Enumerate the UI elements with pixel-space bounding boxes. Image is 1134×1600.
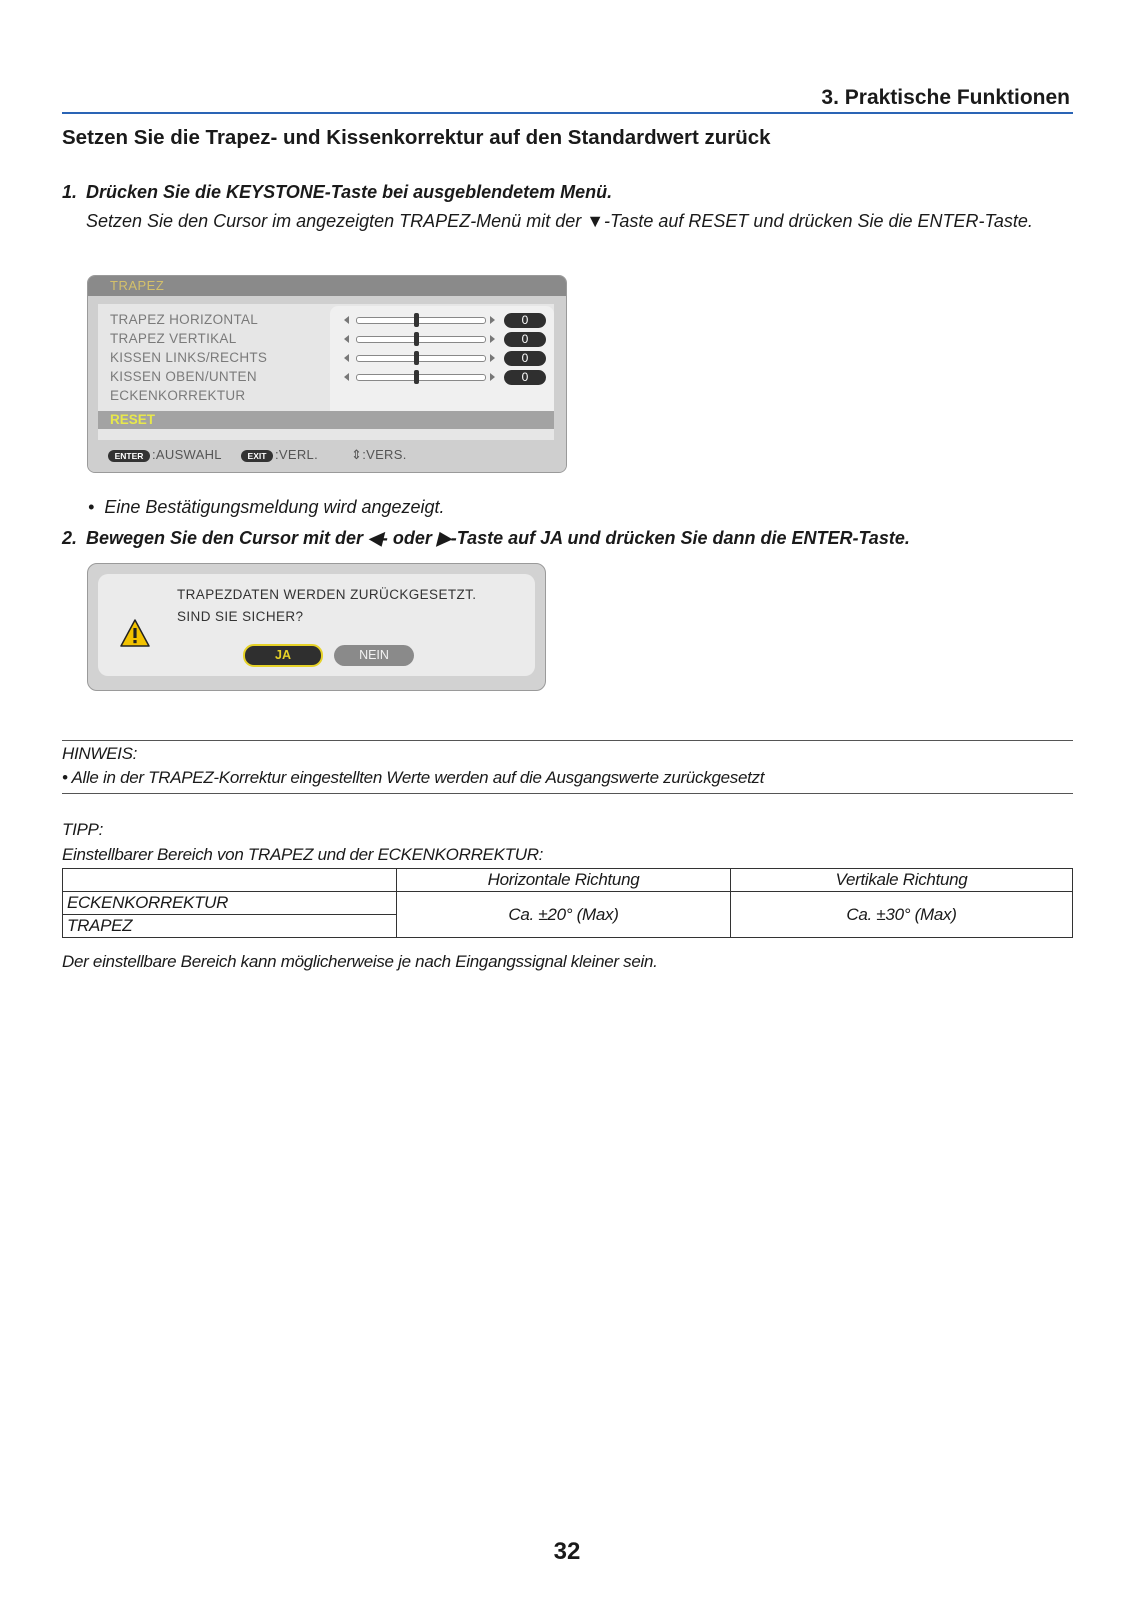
step-number: 2. bbox=[62, 528, 78, 548]
osd-item-kissen-oben-unten[interactable]: KISSEN OBEN/UNTEN bbox=[110, 369, 257, 384]
table-cell-horizontal-range: Ca. ±20° (Max) bbox=[397, 892, 731, 938]
table-header-horizontal: Horizontale Richtung bbox=[397, 869, 731, 892]
step-1 bbox=[62, 182, 1062, 206]
slider-track bbox=[356, 336, 486, 343]
bullet-dot: • bbox=[88, 497, 105, 517]
table-header-cell bbox=[63, 869, 397, 892]
keystone-osd-menu bbox=[87, 275, 567, 473]
note-bottom-divider bbox=[62, 793, 1073, 794]
table-row bbox=[63, 892, 1073, 915]
slider-kissen-links-rechts[interactable] bbox=[344, 351, 544, 365]
slider-value: 0 bbox=[504, 332, 546, 347]
osd-title: TRAPEZ bbox=[110, 278, 165, 293]
slider-value: 0 bbox=[504, 313, 546, 328]
slider-knob[interactable] bbox=[414, 332, 419, 346]
tip-intro: Einstellbarer Bereich von TRAPEZ und der ECKENKORREKTUR: bbox=[62, 845, 544, 864]
table-header-row bbox=[63, 869, 1073, 892]
osd-item-eckenkorrektur[interactable]: ECKENKORREKTUR bbox=[110, 388, 246, 403]
table-header-vertical: Vertikale Richtung bbox=[731, 869, 1073, 892]
osd-footer bbox=[88, 444, 566, 472]
table-row-label-eckenkorrektur: ECKENKORREKTUR bbox=[63, 892, 397, 915]
enter-key-icon: ENTER bbox=[108, 450, 150, 462]
tip-label: TIPP: bbox=[62, 820, 104, 839]
bullet-confirmation bbox=[88, 497, 445, 518]
slider-knob[interactable] bbox=[414, 351, 419, 365]
step-2 bbox=[62, 528, 1112, 552]
osd-item-trapez-vertikal[interactable]: TRAPEZ VERTIKAL bbox=[110, 331, 237, 346]
step-title: Bewegen Sie den Cursor mit der ◀- oder ▶-Taste auf JA und drücken Sie dann die ENTER-Taste. bbox=[86, 528, 910, 548]
chapter-title: 3. Praktische Funktionen bbox=[821, 86, 1070, 109]
slider-knob[interactable] bbox=[414, 313, 419, 327]
footer-select-label: :AUSWAHL bbox=[152, 447, 222, 462]
arrow-left-icon bbox=[344, 373, 349, 381]
step-number: 1. bbox=[62, 182, 78, 202]
page-number: 32 bbox=[553, 1538, 581, 1565]
slider-trapez-vertikal[interactable] bbox=[344, 332, 544, 346]
exit-key-icon: EXIT bbox=[241, 450, 273, 462]
yes-button[interactable]: JA bbox=[243, 644, 323, 667]
footer-exit-label: :VERL. bbox=[275, 447, 318, 462]
section-title: Setzen Sie die Trapez- und Kissenkorrektur auf den Standardwert zurück bbox=[62, 126, 771, 149]
osd-item-kissen-links-rechts[interactable]: KISSEN LINKS/RECHTS bbox=[110, 350, 268, 365]
slider-trapez-horizontal[interactable] bbox=[344, 313, 544, 327]
table-cell-vertical-range: Ca. ±30° (Max) bbox=[731, 892, 1073, 938]
step-title: Drücken Sie die KEYSTONE-Taste bei ausgeblendetem Menü. bbox=[86, 182, 613, 202]
arrow-right-icon bbox=[490, 354, 495, 362]
arrow-right-icon bbox=[490, 373, 495, 381]
warning-icon bbox=[120, 619, 150, 647]
osd-item-trapez-horizontal[interactable]: TRAPEZ HORIZONTAL bbox=[110, 312, 259, 327]
slider-track bbox=[356, 355, 486, 362]
note-label: HINWEIS: bbox=[62, 744, 138, 763]
confirmation-dialog bbox=[87, 563, 546, 691]
slider-value: 0 bbox=[504, 370, 546, 385]
table-row-label-trapez: TRAPEZ bbox=[63, 915, 397, 938]
slider-track bbox=[356, 317, 486, 324]
dialog-body bbox=[98, 574, 535, 676]
no-button[interactable]: NEIN bbox=[334, 645, 414, 666]
arrow-right-icon bbox=[490, 316, 495, 324]
slider-value: 0 bbox=[504, 351, 546, 366]
osd-selection-highlight bbox=[98, 411, 554, 429]
osd-item-reset[interactable]: RESET bbox=[110, 412, 156, 427]
bullet-text: Eine Bestätigungsmeldung wird angezeigt. bbox=[104, 497, 445, 517]
arrow-left-icon bbox=[344, 316, 349, 324]
slider-knob[interactable] bbox=[414, 370, 419, 384]
dialog-message-line2: SIND SIE SICHER? bbox=[177, 609, 304, 624]
note-top-divider bbox=[62, 740, 1073, 741]
header-divider bbox=[62, 112, 1073, 114]
osd-title-bar bbox=[88, 276, 566, 296]
tip-footnote: Der einstellbare Bereich kann möglicherweise je nach Eingangssignal kleiner sein. bbox=[62, 952, 658, 971]
footer-move-label: ⇕:VERS. bbox=[351, 447, 407, 462]
arrow-left-icon bbox=[344, 335, 349, 343]
dialog-message-line1: TRAPEZDATEN WERDEN ZURÜCKGESETZT. bbox=[177, 587, 477, 602]
arrow-right-icon bbox=[490, 335, 495, 343]
slider-track bbox=[356, 374, 486, 381]
arrow-left-icon bbox=[344, 354, 349, 362]
slider-kissen-oben-unten[interactable] bbox=[344, 370, 544, 384]
step-1-body: Setzen Sie den Cursor im angezeigten TRAPEZ-Menü mit der ▼-Taste auf RESET und drücken Sie die ENTER-Taste. bbox=[86, 211, 1033, 231]
note-text: • Alle in der TRAPEZ-Korrektur eingestellten Werte werden auf die Ausgangswerte zurückgesetzt bbox=[62, 768, 765, 787]
range-table bbox=[62, 868, 1073, 938]
